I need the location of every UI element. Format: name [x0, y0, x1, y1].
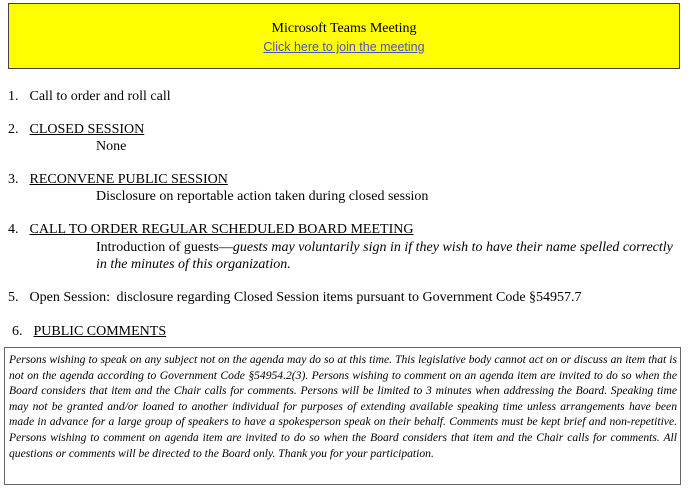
- agenda-detail: None: [96, 139, 127, 154]
- agenda-item-4: [8, 222, 413, 238]
- agenda-heading: CALL TO ORDER REGULAR SCHEDULED BOARD MEETING: [29, 222, 414, 237]
- meeting-title: Microsoft Teams Meeting: [271, 21, 417, 36]
- teams-meeting-banner: [8, 3, 680, 69]
- agenda-number: 6.: [12, 324, 23, 339]
- join-meeting-link[interactable]: Click here to join the meeting: [263, 40, 425, 54]
- agenda-heading: RECONVENE PUBLIC SESSION: [29, 172, 228, 187]
- agenda-heading: PUBLIC COMMENTS: [33, 324, 167, 339]
- agenda-detail-italic-line2: in the minutes of this organization.: [96, 257, 291, 272]
- agenda-number: 5.: [8, 290, 19, 305]
- agenda-number: 4.: [8, 222, 19, 237]
- agenda-heading: Call to order and roll call: [29, 89, 171, 104]
- agenda-item-2: [8, 122, 144, 138]
- agenda-number: 2.: [8, 122, 19, 137]
- agenda-item-3: [8, 172, 228, 188]
- public-comments-notice: Persons wishing to speak on any subject not on the agenda may do so at this time. This legislative body cannot act on or discuss an item that is not on the agenda according to Government Code §54954.2(3). Persons wishing to comment on an agenda item are invited to do so when the Board considers that item and the Chair calls for comments. Persons will be limited to 3 minutes when addressing the Board. Speaking time may not be granted and/or loaned to another individual for purposes of extending available speaking time unless arrangements have been made in advance for a large group of speakers to have a spokesperson speak on their behalf. Comments must be kept brief and non-repetitive. Persons wishing to comment on agenda item are invited to do so when the Board considers that item and the Chair calls for comments. All questions or comments will be directed to the Board only. Thank you for your participation.: [4, 347, 681, 485]
- agenda-item-1: [8, 89, 171, 105]
- agenda-number: 1.: [8, 89, 19, 104]
- agenda-detail-italic: guests may voluntarily sign in if they wish to have their name spelled correctly: [232, 240, 673, 255]
- agenda-detail: disclosure regarding Closed Session items pursuant to Government Code §54957.7: [116, 290, 582, 305]
- agenda-item-5: [8, 290, 582, 306]
- agenda-detail: [96, 240, 673, 256]
- agenda-number: 3.: [8, 172, 19, 187]
- agenda-heading: CLOSED SESSION: [29, 122, 145, 137]
- agenda-detail-prefix: Introduction of guests—: [96, 240, 233, 255]
- agenda-item-6: [12, 324, 166, 340]
- agenda-heading: Open Session:: [29, 290, 110, 305]
- agenda-detail: Disclosure on reportable action taken during closed session: [96, 189, 429, 204]
